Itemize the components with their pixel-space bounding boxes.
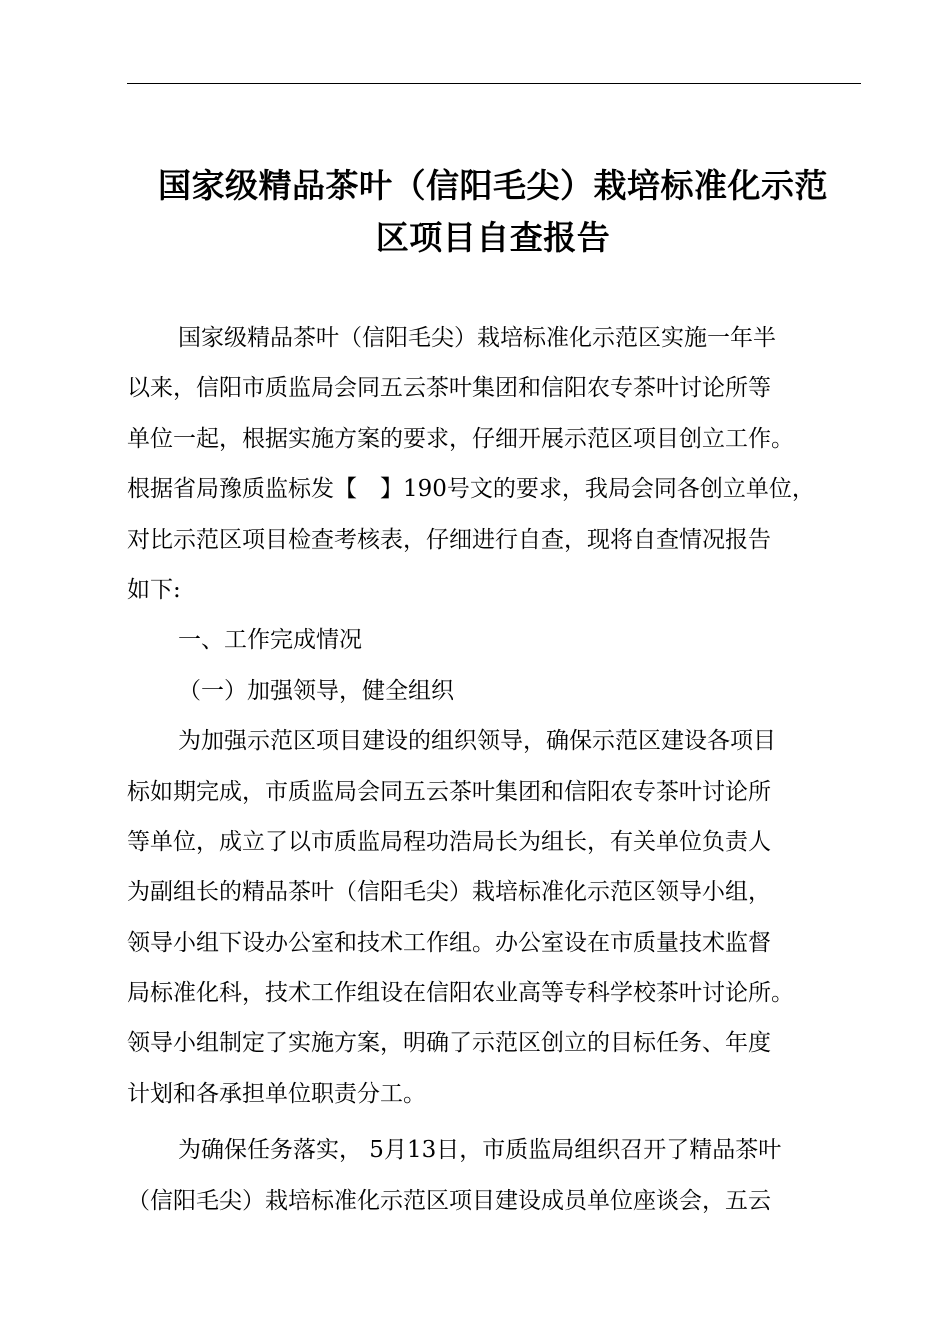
text-line: 计划和各承担单位职责分工。: [127, 1080, 426, 1107]
text-line: 为加强示范区项目建设的组织领导，确保示范区建设各项目: [178, 728, 776, 755]
header-rule: [127, 83, 861, 84]
text-line: （信阳毛尖）栽培标准化示范区项目建设成员单位座谈会，五云: [127, 1187, 771, 1214]
text-line: 根据省局豫质监标发【 】190号文的要求，我局会同各创立单位，: [127, 476, 815, 503]
heading-text: 一、工作完成情况: [178, 627, 362, 654]
text-line: 国家级精品茶叶（信阳毛尖）栽培标准化示范区实施一年半: [178, 325, 776, 351]
text-line: 如下:: [127, 576, 181, 603]
text-line: 局标准化科，技术工作组设在信阳农业高等专科学校茶叶讨论所。: [127, 980, 794, 1007]
section-heading: [127, 615, 877, 665]
text-line: 标如期完成，市质监局会同五云茶叶集团和信阳农专茶叶讨论所: [127, 778, 771, 805]
paragraph-intro: [127, 313, 877, 615]
text-line: 单位一起，根据实施方案的要求，仔细开展示范区项目创立工作。: [127, 425, 794, 452]
subheading-text: （一）加强领导，健全组织: [178, 677, 454, 704]
text-line: 以来，信阳市质监局会同五云茶叶集团和信阳农专茶叶讨论所等: [127, 375, 771, 402]
text-line: 领导小组下设办公室和技术工作组。办公室设在市质量技术监督: [127, 929, 771, 956]
text-line: 对比示范区项目检查考核表，仔细进行自查，现将自查情况报告: [127, 526, 771, 553]
subsection-heading: [127, 666, 877, 716]
document-body: [127, 313, 877, 1226]
title-line: 国家级精品茶叶（信阳毛尖）栽培标准化示范: [158, 166, 828, 205]
document-title: [100, 160, 886, 264]
text-line: 等单位，成立了以市质监局程功浩局长为组长，有关单位负责人: [127, 828, 771, 855]
paragraph-meeting: [127, 1125, 877, 1226]
text-line: 为确保任务落实， 5月13日，市质监局组织召开了精品茶叶: [178, 1137, 782, 1164]
text-line: 领导小组制定了实施方案，明确了示范区创立的目标任务、年度: [127, 1030, 771, 1057]
title-line: 区项目自查报告: [375, 218, 611, 257]
paragraph-leadership: [127, 716, 877, 1119]
text-line: 为副组长的精品茶叶（信阳毛尖）栽培标准化示范区领导小组，: [127, 879, 771, 906]
